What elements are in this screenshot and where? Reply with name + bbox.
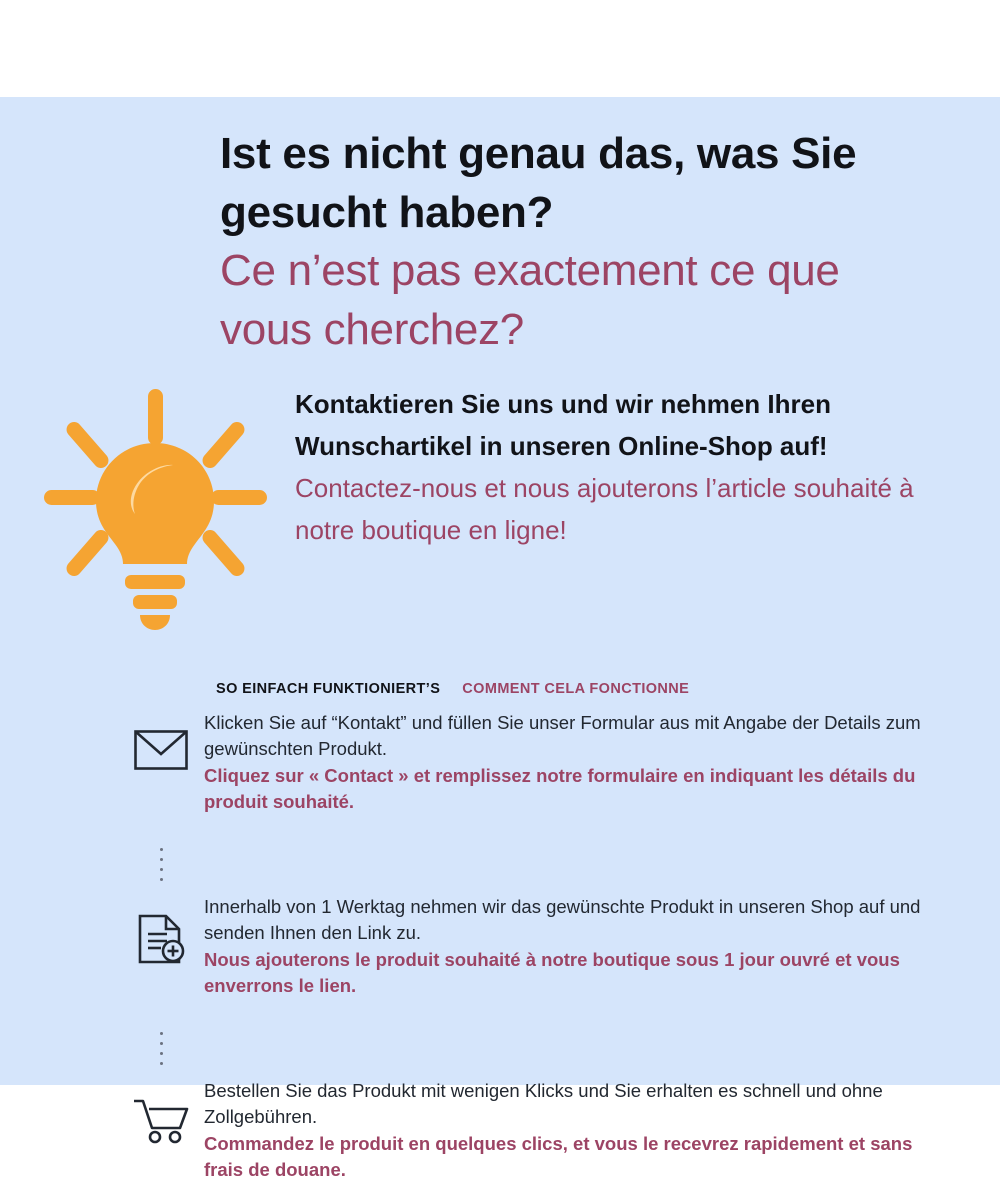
step-french: Cliquez sur « Contact » et remplissez notre formulaire en indiquant les détails du produit souhaité. [204,765,916,812]
document-add-icon [118,892,204,964]
step-text [204,1076,938,1182]
lead-french: Contactez-nous et nous ajouterons l’article souhaité à notre boutique en ligne! [295,473,914,546]
list-item [118,1076,938,1182]
steps-list [118,708,938,1182]
shopping-cart-icon [118,1076,204,1144]
step-german: Innerhalb von 1 Werktag nehmen wir das gewünschte Produkt in unseren Shop auf und senden Ihnen den Link zu. [204,896,921,943]
lightbulb-icon [40,385,270,630]
step-french: Nous ajouterons le produit souhaité à notre boutique sous 1 jour ouvré et vous enverrons le lien. [204,949,900,996]
step-german: Klicken Sie auf “Kontakt” und füllen Sie unser Formular aus mit Angabe der Details zum gewünschten Produkt. [204,712,921,759]
headline-french: Ce n’est pas exactement ce que vous cherchez? [220,246,840,354]
section-label-row [216,681,689,697]
lead-block [295,383,915,551]
step-german: Bestellen Sie das Produkt mit wenigen Klicks und Sie erhalten es schnell und ohne Zollgebühren. [204,1080,883,1127]
step-connector-dots [118,836,204,892]
envelope-icon [118,708,204,770]
step-connector-dots [118,1020,204,1076]
list-item [118,708,938,814]
section-label-german: SO EINFACH FUNKTIONIERT’S [216,681,441,697]
list-item [118,892,938,998]
step-text [204,892,938,998]
headline-block [220,125,930,359]
headline-german: Ist es nicht genau das, was Sie gesucht haben? [220,129,857,237]
section-label-french: COMMENT CELA FONCTIONNE [462,681,690,697]
step-french: Commandez le produit en quelques clics, et vous le recevrez rapidement et sans frais de douane. [204,1133,913,1180]
lead-german: Kontaktieren Sie uns und wir nehmen Ihren Wunschartikel in unseren Online-Shop auf! [295,389,831,462]
step-text [204,708,938,814]
